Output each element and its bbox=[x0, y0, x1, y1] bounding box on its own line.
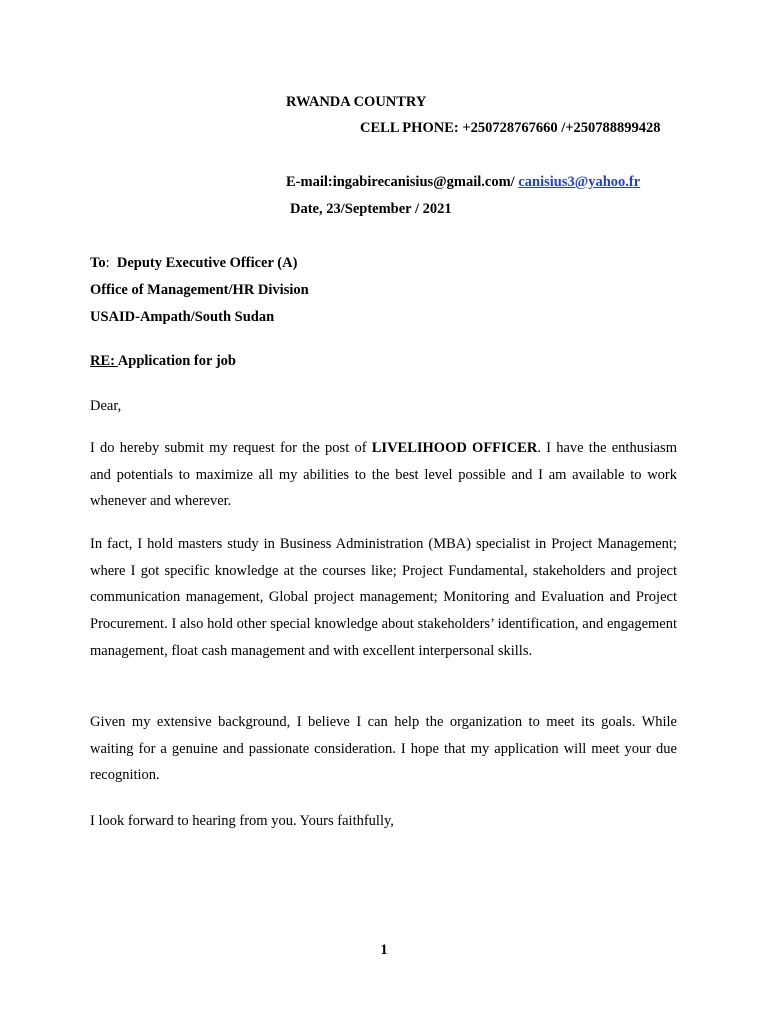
subject-text: Application for job bbox=[117, 353, 236, 369]
recipient-to-line bbox=[90, 254, 297, 272]
to-value: Deputy Executive Officer (A) bbox=[116, 255, 298, 271]
p1-text-before: I do hereby submit my request for the post of bbox=[90, 440, 372, 456]
subject-line bbox=[90, 352, 236, 370]
re-label: RE: bbox=[90, 353, 118, 369]
recipient-office: Office of Management/HR Division bbox=[90, 282, 309, 298]
paragraph-2: In fact, I hold masters study in Business Administration (MBA) specialist in Project Management; where I got specific knowledge at the courses like; Project Fundamental, stakeholders and project communication management, Global project management; Monitoring and Evaluation and Project Procurement. I also hold other special knowledge about stakeholders’ identification, and engagement management, float cash management and with excellent interpersonal skills. bbox=[90, 536, 677, 659]
email-link[interactable]: canisius3@yahoo.fr bbox=[518, 174, 641, 190]
p1-job-title: LIVELIHOOD OFFICER bbox=[371, 440, 538, 456]
paragraph-3: Given my extensive background, I believe I can help the organization to meet its goals. While waiting for a genuine and passionate consideration. I hope that my application will meet your due recognition. bbox=[90, 714, 677, 784]
salutation: Dear, bbox=[90, 398, 122, 414]
header-cell-phone: CELL PHONE: +250728767660 /+250788899428 bbox=[360, 120, 661, 136]
to-label: To bbox=[90, 255, 106, 271]
to-separator: : bbox=[105, 255, 117, 271]
header-email-line bbox=[286, 173, 640, 191]
recipient-org: USAID-Ampath/South Sudan bbox=[90, 309, 275, 325]
paragraph-4: I look forward to hearing from you. Yours faithfully, bbox=[90, 813, 394, 829]
header-country: RWANDA COUNTRY bbox=[286, 94, 427, 110]
p1-text-after: . I have the enthusiasm and potentials to maximize all my abilities to the best level possible and I am available to work whenever and wherever. bbox=[90, 440, 677, 510]
paragraph-1 bbox=[90, 435, 677, 515]
email-prefix: E-mail:ingabirecanisius@gmail.com/ bbox=[286, 174, 519, 190]
page-number: 1 bbox=[380, 942, 388, 958]
header-date: Date, 23/September / 2021 bbox=[290, 201, 452, 217]
